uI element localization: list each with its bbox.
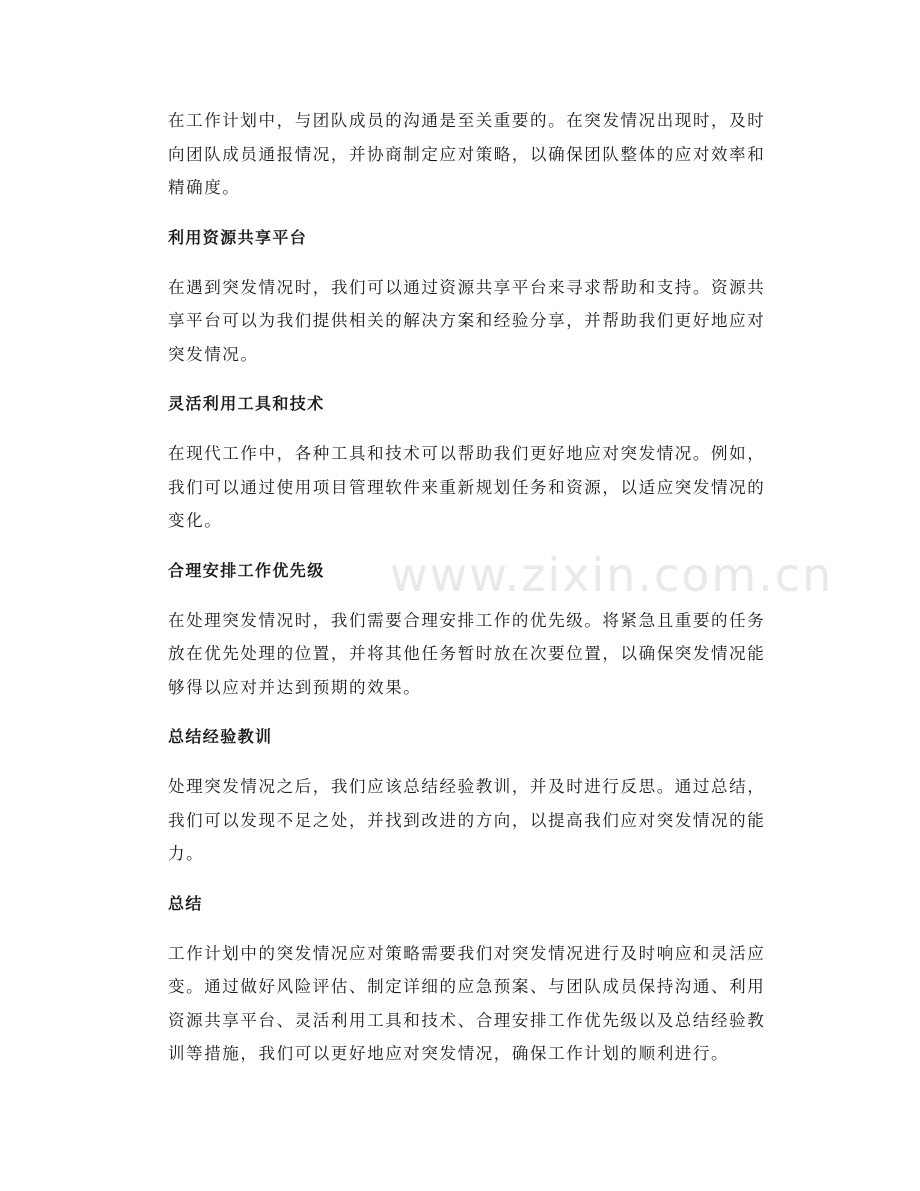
heading-resource-sharing: 利用资源共享平台 <box>168 227 308 247</box>
heading-summary: 总结 <box>168 893 203 913</box>
document-body <box>168 104 780 1071</box>
watermark: www.zixin.com.cn <box>390 548 834 602</box>
paragraph-resource-sharing: 在遇到突发情况时，我们可以通过资源共享平台来寻求帮助和支持。资源共享平台可以为我们提供相关的解决方案和经验分享，并帮助我们更好地应对突发情况。 <box>168 277 766 364</box>
paragraph-tools-technology: 在现代工作中，各种工具和技术可以帮助我们更好地应对突发情况。例如，我们可以通过使用项目管理软件来重新规划任务和资源，以适应突发情况的变化。 <box>168 444 766 530</box>
paragraph-summary: 工作计划中的突发情况应对策略需要我们对突发情况进行及时响应和灵活应变。通过做好风险评估、制定详细的应急预案、与团队成员保持沟通、利用资源共享平台、灵活利用工具和技术、合理安排工作优先级以及总结经验教训等措施，我们可以更好地应对突发情况，确保工作计划的顺利进行。 <box>168 943 766 1063</box>
paragraph-team-communication: 在工作计划中，与团队成员的沟通是至关重要的。在突发情况出现时，及时向团队成员通报情况，并协商制定应对策略，以确保团队整体的应对效率和精确度。 <box>168 111 766 197</box>
heading-work-priority: 合理安排工作优先级 <box>168 560 325 580</box>
paragraph-work-priority: 在处理突发情况时，我们需要合理安排工作的优先级。将紧急且重要的任务放在优先处理的位置，并将其他任务暂时放在次要位置，以确保突发情况能够得以应对并达到预期的效果。 <box>168 610 766 697</box>
heading-lessons-learned: 总结经验教训 <box>168 727 273 746</box>
heading-tools-technology: 灵活利用工具和技术 <box>168 394 325 413</box>
paragraph-lessons-learned: 处理突发情况之后，我们应该总结经验教训，并及时进行反思。通过总结，我们可以发现不足之处，并找到改进的方向，以提高我们应对突发情况的能力。 <box>168 777 766 863</box>
